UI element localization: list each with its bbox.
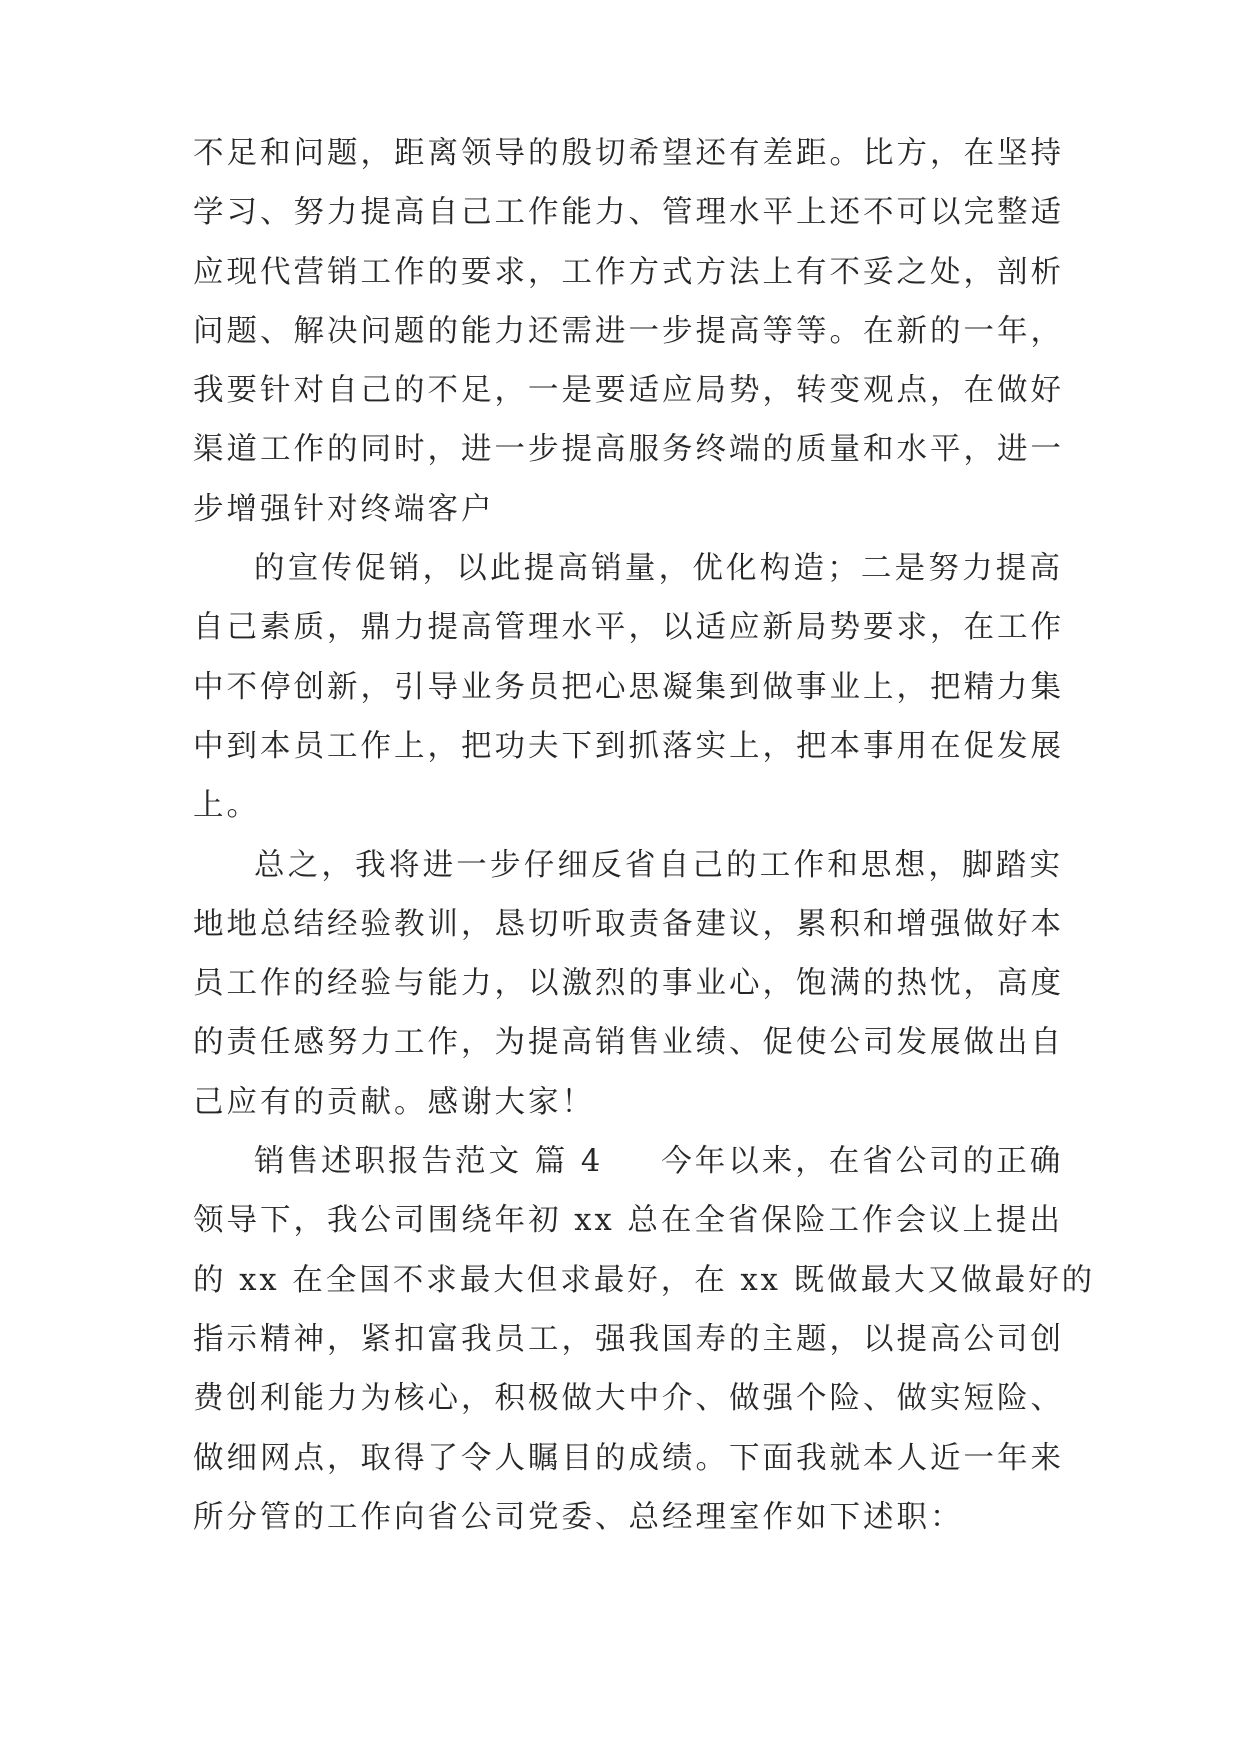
section-heading: 销售述职报告范文 篇 4 [254, 1144, 604, 1180]
text-line: 问题、解决问题的能力还需进一步提高等等。在新的一年， [193, 313, 1064, 349]
text-line: 员工作的经验与能力，以激烈的事业心，饱满的热忱，高度 [193, 966, 1064, 1002]
paragraph-1 [193, 124, 1063, 539]
text-line: 所分管的工作向省公司党委、总经理室作如下述职： [193, 1499, 964, 1535]
text-line: 中不停创新，引导业务员把心思凝集到做事业上，把精力集 [193, 669, 1064, 705]
text-line: 己应有的贡献。感谢大家！ [193, 1084, 595, 1120]
text-line: 的责任感努力工作，为提高销售业绩、促使公司发展做出自 [193, 1025, 1064, 1061]
document-body [193, 124, 1096, 1547]
text-line: 自己素质，鼎力提高管理水平，以适应新局势要求，在工作 [193, 610, 1064, 646]
text-line: 的 xx 在全国不求最大但求最好，在 xx 既做最大又做最好的 [193, 1262, 1096, 1298]
section-heading-continuation: 今年以来，在省公司的正确 [661, 1144, 1064, 1180]
text-line: 地地总结经验教训，恳切听取责备建议，累积和增强做好本 [193, 906, 1064, 942]
text-line: 总之，我将进一步仔细反省自己的工作和思想，脚踏实 [254, 847, 1063, 883]
text-line: 的宣传促销，以此提高销量，优化构造；二是努力提高 [254, 551, 1063, 587]
text-line: 指示精神，紧扣富我员工，强我国寿的主题，以提高公司创 [193, 1321, 1064, 1357]
text-line: 中到本员工作上，把功夫下到抓落实上，把本事用在促发展 [193, 728, 1064, 764]
text-line: 做细网点，取得了令人瞩目的成绩。下面我就本人近一年来 [193, 1440, 1064, 1476]
text-line: 费创利能力为核心，积极做大中介、做强个险、做实短险、 [193, 1381, 1064, 1417]
section-heading-line [193, 1132, 1063, 1191]
paragraph-3 [193, 836, 1063, 1132]
text-line: 上。 [193, 788, 260, 824]
text-line: 不足和问题，距离领导的殷切希望还有差距。比方，在坚持 [193, 136, 1064, 171]
paragraph-4 [193, 1132, 1096, 1547]
text-line: 渠道工作的同时，进一步提高服务终端的质量和水平，进一 [193, 432, 1064, 468]
paragraph-2 [193, 539, 1063, 835]
text-line: 领导下，我公司围绕年初 xx 总在全省保险工作会议上提出 [193, 1203, 1063, 1239]
text-line: 我要针对自己的不足，一是要适应局势，转变观点，在做好 [193, 373, 1064, 409]
text-line: 学习、努力提高自己工作能力、管理水平上还不可以完整适 [193, 195, 1064, 231]
text-line: 步增强针对终端客户 [193, 491, 495, 527]
text-line: 应现代营销工作的要求，工作方式方法上有不妥之处，剖析 [193, 254, 1064, 290]
